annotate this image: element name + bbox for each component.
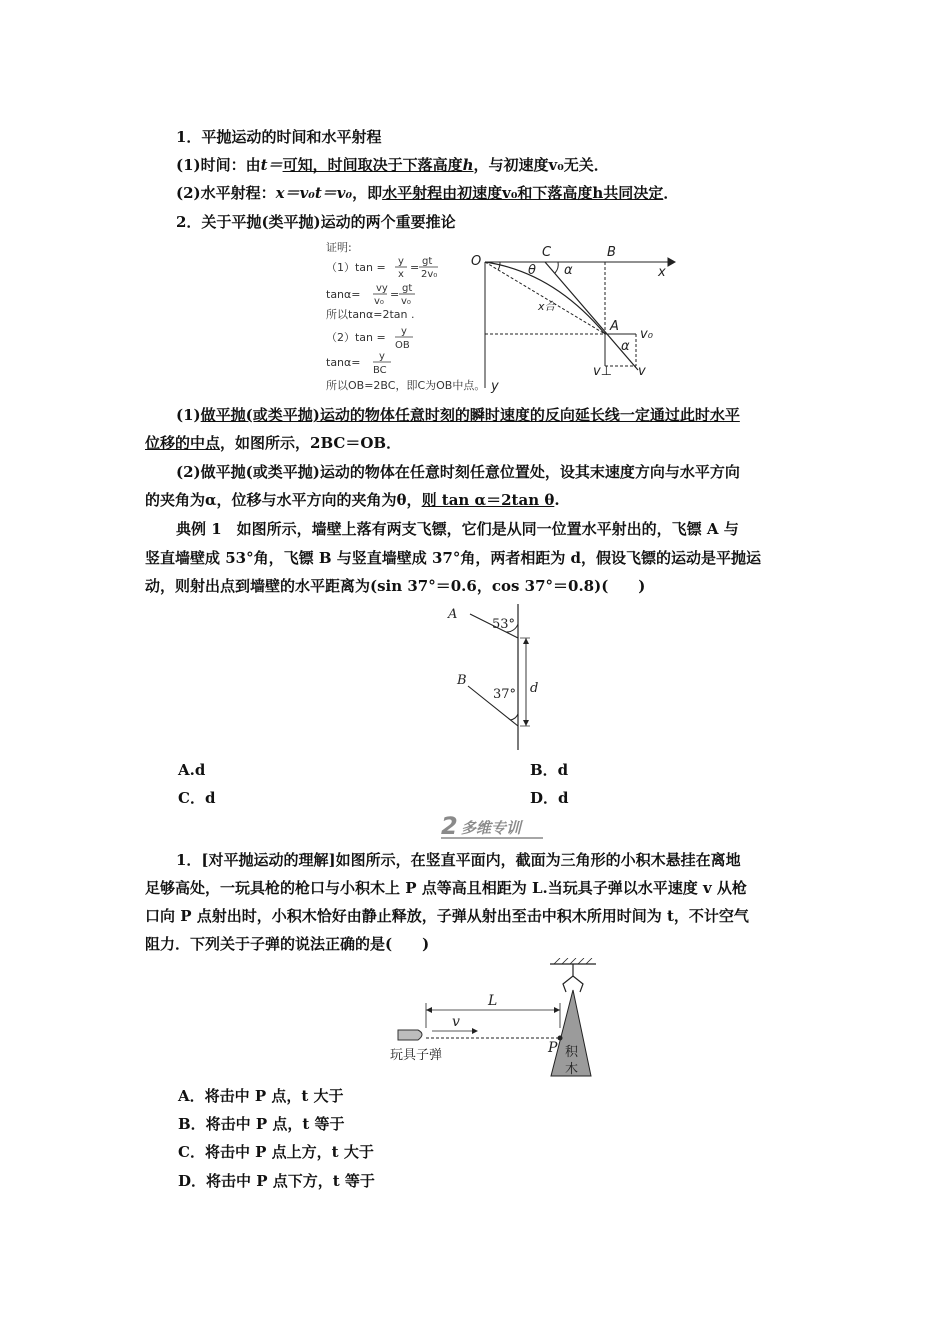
angle-53: 53° xyxy=(492,617,516,632)
proof-l1: （1）tan = xyxy=(326,261,386,274)
inference2-line1: (2)做平抛(或类平抛)运动的物体在任意时刻任意位置处，设其末速度方向与水平方向 xyxy=(176,463,740,481)
example1-line1: 典例 1 如图所示，墙壁上落有两支飞镖，它们是从同一位置水平射出的，飞镖 A 与 xyxy=(176,520,739,538)
proof-f2-den: 2v₀ xyxy=(421,269,438,280)
example1-line3: 动，则射出点到墙壁的水平距离为(sin 37°＝0.6，cos 37°＝0.8)( ) xyxy=(145,577,646,595)
proof-h1-den: OB xyxy=(395,340,410,351)
proof-g2-den: v₀ xyxy=(401,296,411,307)
svg-text:=: = xyxy=(390,288,400,301)
point-P: P xyxy=(548,1040,558,1056)
section2-heading: 2．关于平抛(类平抛)运动的两个重要推论 xyxy=(176,213,456,231)
darts-figure xyxy=(440,600,540,752)
example1-line2: 竖直墙壁成 53°角，飞镖 B 与竖直墙壁成 37°角，两者相距为 d，假设飞镖的运动是平抛运 xyxy=(145,549,762,567)
proof-k1-num: y xyxy=(379,351,385,362)
q1-line3: 口向 P 点射出时，小积木恰好由静止释放，子弹从射出至击中积木所用时间为 t，不计空气 xyxy=(145,907,749,925)
gun-label: 玩具子弹 xyxy=(390,1048,443,1063)
svg-text:=: = xyxy=(410,261,420,274)
q1-option-a[interactable]: A．将击中 P 点，t 大于 xyxy=(178,1087,344,1105)
inference1-line1: (1)做平抛(或类平抛)运动的物体任意时刻的瞬时速度的反向延长线一定通过此时水平 xyxy=(176,406,740,424)
range-formula: x＝v₀t＝v₀ xyxy=(275,184,353,202)
block-char2: 木 xyxy=(565,1062,579,1077)
example1-option-d[interactable]: D．d xyxy=(530,789,569,807)
diag-x: x xyxy=(658,265,666,280)
time-tail: ，与初速度v₀无关． xyxy=(473,156,609,174)
proof-f1-den: x xyxy=(398,269,404,280)
q1-option-d[interactable]: D．将击中 P 点下方，t 等于 xyxy=(178,1172,375,1190)
diag-C: C xyxy=(542,245,552,260)
distance-d: d xyxy=(530,681,539,696)
proof-figure xyxy=(318,238,678,394)
diag-theta: θ xyxy=(528,263,536,278)
proof-f2-num: gt xyxy=(422,256,433,267)
dart-A: A xyxy=(448,607,458,622)
dist-L: L xyxy=(488,993,498,1009)
proof-l6: 所以OB=2BC，即C为OB中点。 xyxy=(326,379,486,392)
range-conclusion: 水平射程由初速度v₀和下落高度h共同决定 xyxy=(382,184,664,202)
proof-g1-den: v₀ xyxy=(374,296,384,307)
proof-l3: 所以tanα=2tan . xyxy=(326,308,415,321)
proof-f1-num: y xyxy=(398,256,404,267)
dart-B: B xyxy=(457,673,467,688)
gun-block-figure xyxy=(388,958,598,1080)
proof-g2-num: gt xyxy=(402,283,413,294)
inference2-line2: 的夹角为α，位移与水平方向的夹角为θ，则 tan α＝2tan θ. xyxy=(145,491,560,509)
time-label: (1)时间：由 xyxy=(176,156,261,174)
range-end: ． xyxy=(663,184,679,202)
diag-A: A xyxy=(610,319,619,334)
section-banner xyxy=(437,812,547,842)
q1-option-c[interactable]: C．将击中 P 点上方，t 大于 xyxy=(178,1143,374,1161)
time-after: 可知，时间取决于下落高度 xyxy=(282,156,463,174)
section1-heading: 1．平抛运动的时间和水平射程 xyxy=(176,128,382,146)
diag-O: O xyxy=(471,254,482,269)
proof-l5: tanα= xyxy=(326,356,361,369)
section1-range-line xyxy=(176,183,836,203)
proof-k1-den: BC xyxy=(373,365,387,376)
section1-time-line xyxy=(176,155,836,175)
example1-option-b[interactable]: B．d xyxy=(530,761,569,779)
proof-title: 证明: xyxy=(326,241,352,254)
example1-option-a[interactable]: A.d xyxy=(178,761,206,779)
time-formula: t＝ xyxy=(260,156,283,174)
range-mid: ，即 xyxy=(352,184,383,202)
proof-l4: （2）tan = xyxy=(326,331,386,344)
block-char1: 积 xyxy=(565,1045,579,1060)
proof-h1-num: y xyxy=(401,326,407,337)
q1-line1: 1．[对平抛运动的理解]如图所示，在竖直平面内，截面为三角形的小积木悬挂在离地 xyxy=(176,851,741,869)
range-label: (2)水平射程： xyxy=(176,184,276,202)
q1-line4: 阻力．下列关于子弹的说法正确的是( ) xyxy=(145,935,430,953)
diag-xhe: x合 xyxy=(538,300,556,313)
diag-y: y xyxy=(491,379,499,394)
diag-alpha2: α xyxy=(621,339,630,354)
example1-option-c[interactable]: C．d xyxy=(178,789,216,807)
diag-v0: v₀ xyxy=(640,327,653,342)
diag-vperp: v⊥ xyxy=(593,364,613,379)
q1-option-b[interactable]: B．将击中 P 点，t 等于 xyxy=(178,1115,345,1133)
angle-37: 37° xyxy=(493,687,517,702)
diag-alpha1: α xyxy=(564,263,573,278)
q1-line2: 足够高处，一玩具枪的枪口与小积木上 P 点等高且相距为 L.当玩具子弹以水平速度 v 从枪 xyxy=(145,879,747,897)
inference1-line2: 位移的中点，如图所示，2BC＝OB． xyxy=(145,434,402,452)
time-h: h xyxy=(462,156,474,174)
proof-l2: tanα= xyxy=(326,288,361,301)
proof-g1-num: vy xyxy=(376,283,388,294)
speed-v: v xyxy=(452,1014,460,1030)
banner-text: 多维专训 xyxy=(461,819,522,837)
banner-number: 2 xyxy=(441,812,458,840)
diag-B: B xyxy=(607,245,616,260)
diag-v: v xyxy=(638,364,646,379)
